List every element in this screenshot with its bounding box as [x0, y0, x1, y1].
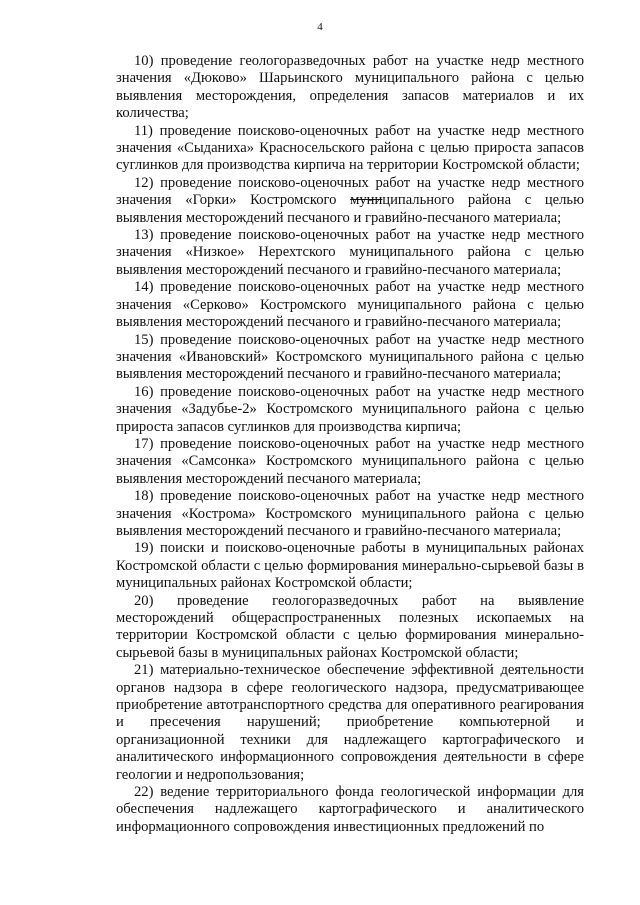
list-item-16: 16) проведение поисково-оценочных работ на участке недр местного значения «Задубье-2» Костромского муниципального района с целью прироста запасов суглинков для производства кирпича; — [116, 383, 584, 435]
struck-out-text: муни — [350, 192, 383, 209]
document-body — [116, 53, 584, 836]
list-item-20: 20) проведение геологоразведочных работ на выявление месторождений общераспространенных полезных ископаемых на территории Костромской области с целью формирования минерально-сырьевой базы в муниципальных районах Костромской области; — [116, 592, 584, 661]
list-item-19: 19) поиски и поисково-оценочные работы в муниципальных районах Костромской области с целью формирования минерально-сырьевой базы в муниципальных районах Костромской области; — [116, 540, 584, 592]
list-item-12-text-before: 12) проведение поисково-оценочных работ на участке недр местного значения «Горки» Костромского — [116, 174, 584, 209]
list-item-22: 22) ведение территориального фонда геологической информации для обеспечения надлежащего картографического и аналитического информационного сопровождения инвестиционных предложений по — [116, 784, 584, 835]
list-item-12 — [116, 175, 584, 227]
list-item-14: 14) проведение поисково-оценочных работ на участке недр местного значения «Серково» Костромского муниципального района с целью выявления месторождений песчаного и гравийно-песчаного материала; — [116, 279, 584, 331]
list-item-21: 21) материально-техническое обеспечение эффективной деятельности органов надзора в сфере геологического надзора, предусматривающее приобретение автотранспортного средства для оперативного реагирования и пресечения нарушений; приобретение компьютерной и организационной техники для надлежащего картографического и аналитического информационного сопровождения деятельности в сфере геологии и недропользования; — [116, 662, 584, 783]
list-item-15: 15) проведение поисково-оценочных работ на участке недр местного значения «Ивановский» Костромского муниципального района с целью выявления месторождений песчаного и гравийно-песчаного материала; — [116, 331, 584, 383]
list-item-17: 17) проведение поисково-оценочных работ на участке недр местного значения «Самсонка» Костромского муниципального района с целью выявления месторождений песчаного материала; — [116, 435, 584, 487]
list-item-13: 13) проведение поисково-оценочных работ на участке недр местного значения «Низкое» Нерехтского муниципального района с целью выявления месторождений песчаного и гравийно-песчаного материала; — [116, 227, 584, 278]
list-item-11: 11) проведение поисково-оценочных работ на участке недр местного значения «Сыданиха» Красносельского района с целью прироста запасов суглинков для производства кирпича на территории Костромской области; — [116, 122, 584, 174]
list-item-18: 18) проведение поисково-оценочных работ на участке недр местного значения «Кострома» Костромского муниципального района с целью выявления месторождений песчаного и гравийно-песчаного материала; — [116, 488, 584, 539]
page-number: 4 — [317, 21, 323, 33]
list-item-10: 10) проведение геологоразведочных работ на участке недр местного значения «Дюково» Шарьинского муниципального района с целью выявления месторождения, определения запасов материалов и их количества; — [116, 53, 584, 122]
list-item-12-text-after: ципального района с целью выявления месторождений песчаного и гравийно-песчаного материала; — [116, 192, 584, 226]
